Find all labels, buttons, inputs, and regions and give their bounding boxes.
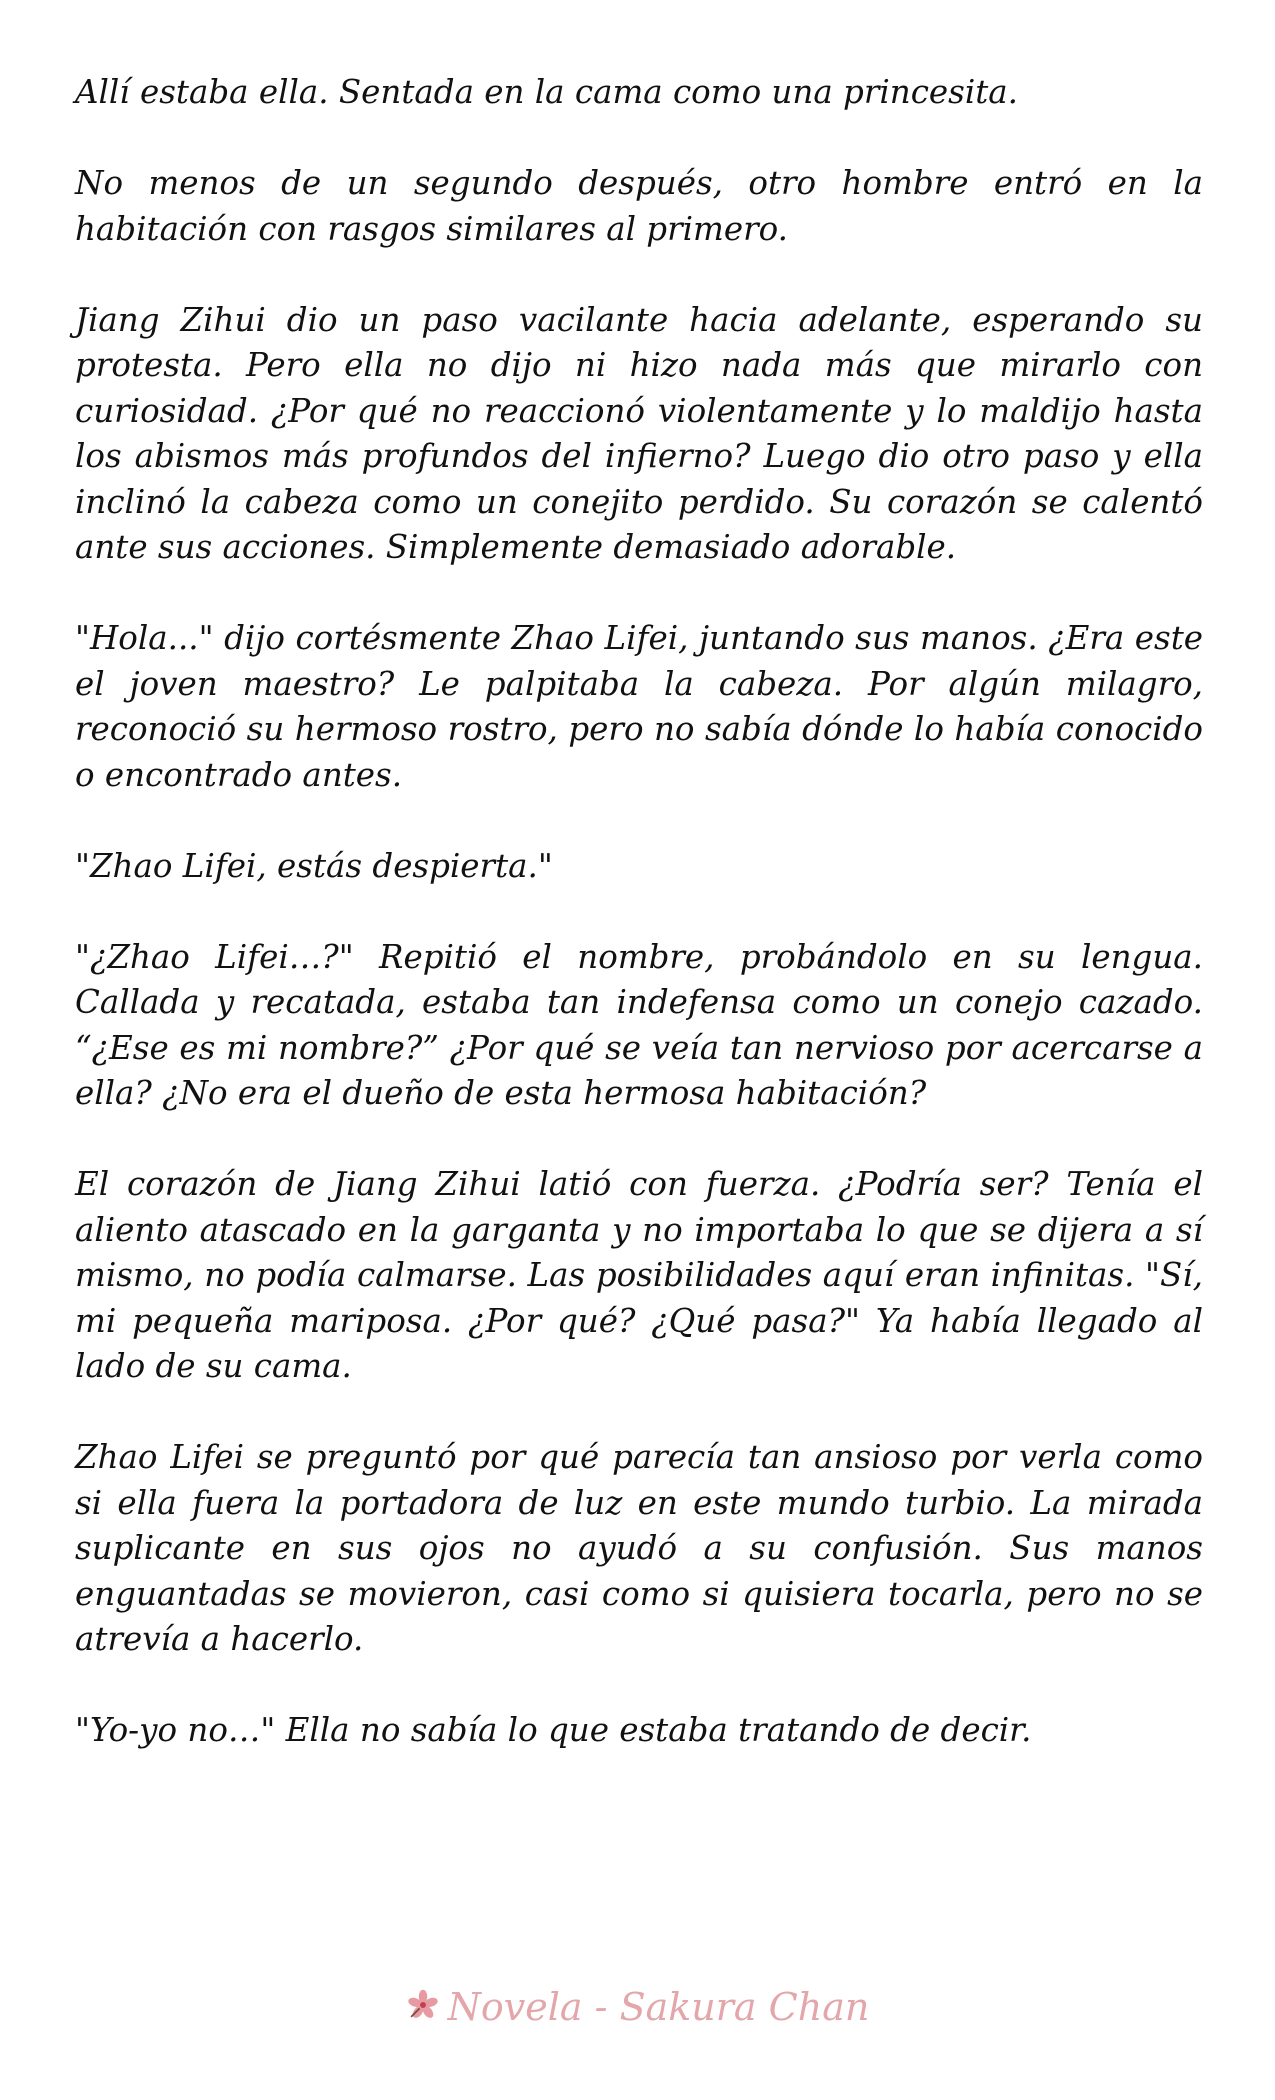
paragraph-2: No menos de un segundo después, otro hombre entró en la habitación con rasgos similares al primero. xyxy=(75,164,1203,248)
paragraph-1: Allí estaba ella. Sentada en la cama como una princesita. xyxy=(75,73,1018,111)
document-body xyxy=(75,70,1203,1799)
watermark-text: Novela - Sakura Chan xyxy=(447,1985,870,2029)
watermark xyxy=(0,1985,1275,2029)
paragraph-5: "Zhao Lifei, estás despierta." xyxy=(75,846,553,885)
paragraph-7: El corazón de Jiang Zihui latió con fuerza. ¿Podría ser? Tenía el aliento atascado en la garganta y no importaba lo que se dijera a sí mismo, no podía calmarse. Las posibilidades aquí eran infinitas. "Sí, mi pequeña mariposa. ¿Por qué? ¿Qué pasa?" Ya había llegado al lado de su cama. xyxy=(75,1165,1203,1385)
paragraph-4: "Hola..." dijo cortésmente Zhao Lifei, juntando sus manos. ¿Era este el joven maestro? Le palpitaba la cabeza. Por algún milagro, reconoció su hermoso rostro, pero no sabía dónde lo había conocido o encontrado antes. xyxy=(75,619,1203,794)
paragraph-9: "Yo-yo no…" Ella no sabía lo que estaba tratando de decir. xyxy=(75,1711,1032,1749)
paragraph-3: Jiang Zihui dio un paso vacilante hacia adelante, esperando su protesta. Pero ella no dijo ni hizo nada más que mirarlo con curiosidad. ¿Por qué no reaccionó violentamente y lo maldijo hasta los abismos más profundos del infierno? Luego dio otro paso y ella inclinó la cabeza como un conejito perdido. Su corazón se calentó ante sus acciones. Simplemente demasiado adorable. xyxy=(75,300,1203,566)
paragraph-6: "¿Zhao Lifei…?" Repitió el nombre, probándolo en su lengua. Callada y recatada, estaba tan indefensa como un conejo cazado. “¿Ese es mi nombre?” ¿Por qué se veía tan nervioso por acercarse a ella? ¿No era el dueño de esta hermosa habitación? xyxy=(75,937,1203,1112)
sakura-flower-icon xyxy=(406,1987,440,2021)
paragraph-8: Zhao Lifei se preguntó por qué parecía tan ansioso por verla como si ella fuera la portadora de luz en este mundo turbio. La mirada suplicante en sus ojos no ayudó a su confusión. Sus manos enguantadas se movieron, casi como si quisiera tocarla, pero no se atrevía a hacerlo. xyxy=(75,1438,1203,1658)
